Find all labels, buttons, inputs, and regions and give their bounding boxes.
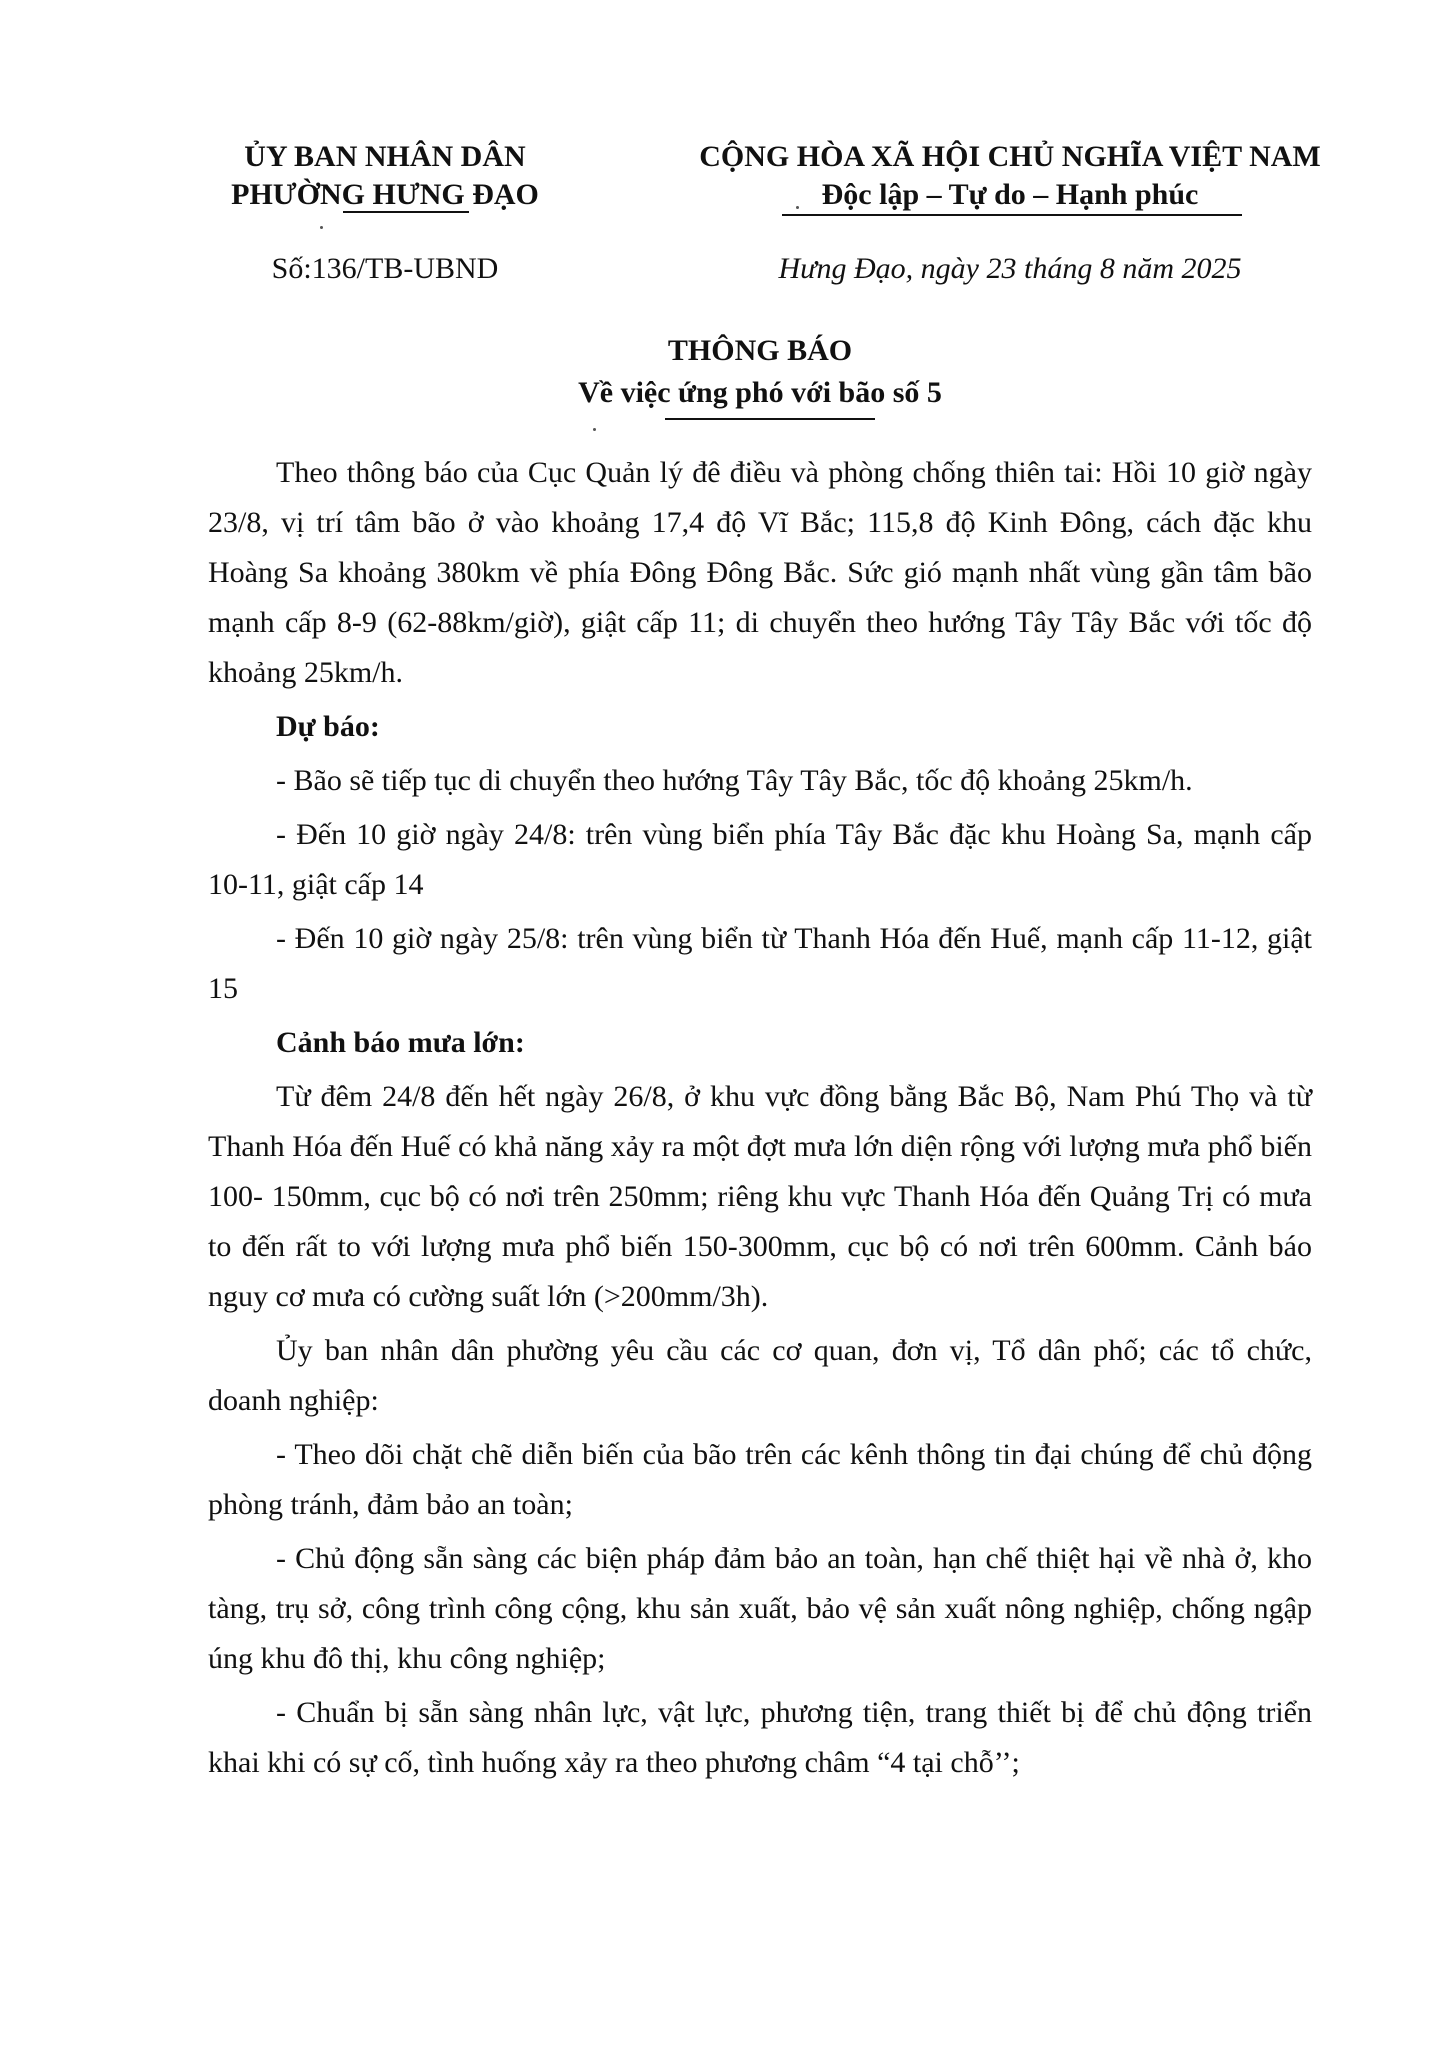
forecast-item: - Bão sẽ tiếp tục di chuyển theo hướng Tây Tây Bắc, tốc độ khoảng 25km/h. (276, 764, 1193, 797)
title-underline (665, 418, 875, 420)
requirement-item: - Theo dõi chặt chẽ diễn biến của bão trên các kênh thông tin đại chúng để chủ động phòng tránh, đảm bảo an toàn; (208, 1438, 1312, 1521)
org-underline (343, 211, 469, 213)
motto-underline (782, 214, 1242, 216)
title-main: THÔNG BÁO (667, 334, 853, 367)
document-title (160, 330, 1360, 414)
org-line-2: PHƯỜNG HƯNG ĐẠO (231, 178, 539, 211)
place-and-date: Hưng Đạo, ngày 23 tháng 8 năm 2025 (778, 252, 1242, 285)
forecast-item: - Đến 10 giờ ngày 25/8: trên vùng biển từ Thanh Hóa đến Huế, mạnh cấp 11-12, giật 15 (208, 922, 1312, 1005)
issuing-organization (200, 138, 570, 214)
requirement-item: - Chủ động sẵn sàng các biện pháp đảm bảo an toàn, hạn chế thiệt hại về nhà ở, kho tàng, trụ sở, công trình công cộng, khu sản xuất, bảo vệ sản xuất nông nghiệp, chống ngập úng khu đô thị, khu công nghiệp; (208, 1542, 1312, 1675)
document-body (208, 448, 1312, 1792)
rain-warning-heading: Cảnh báo mưa lớn: (276, 1026, 525, 1059)
paragraph-storm-status: Theo thông báo của Cục Quản lý đê điều và phòng chống thiên tai: Hồi 10 giờ ngày 23/8, vị trí tâm bão ở vào khoảng 17,4 độ Vĩ Bắc; 115,8 độ Kinh Đông, cách đặc khu Hoàng Sa khoảng 380km về phía Đông Đông Bắc. Sức gió mạnh nhất vùng gần tâm bão mạnh cấp 8-9 (62-88km/giờ), giật cấp 11; di chuyển theo hướng Tây Tây Bắc với tốc độ khoảng 25km/h. (208, 456, 1312, 689)
title-subject: Về việc ứng phó với bão số 5 (578, 376, 942, 409)
document-number: Số:136/TB-UBND (271, 252, 499, 285)
speck-dot (796, 206, 799, 209)
requirement-item: - Chuẩn bị sẵn sàng nhân lực, vật lực, phương tiện, trang thiết bị để chủ động triển khai khi có sự cố, tình huống xảy ra theo phương châm “4 tại chỗ’’; (208, 1696, 1312, 1779)
speck-dot (593, 428, 596, 431)
speck-dot (320, 226, 323, 229)
paragraph-requirements-intro: Ủy ban nhân dân phường yêu cầu các cơ quan, đơn vị, Tổ dân phố; các tổ chức, doanh nghiệp: (208, 1334, 1312, 1417)
nation-line-2: Độc lập – Tự do – Hạnh phúc (821, 178, 1199, 211)
paragraph-rain-warning: Từ đêm 24/8 đến hết ngày 26/8, ở khu vực đồng bằng Bắc Bộ, Nam Phú Thọ và từ Thanh Hóa đến Huế có khả năng xảy ra một đợt mưa lớn diện rộng với lượng mưa phổ biến 100- 150mm, cục bộ có nơi trên 250mm; riêng khu vực Thanh Hóa đến Quảng Trị có mưa to đến rất to với lượng mưa phổ biến 150-300mm, cục bộ có nơi trên 600mm. Cảnh báo nguy cơ mưa có cường suất lớn (>200mm/3h). (208, 1080, 1312, 1313)
national-motto (640, 138, 1380, 214)
forecast-item: - Đến 10 giờ ngày 24/8: trên vùng biển phía Tây Bắc đặc khu Hoàng Sa, mạnh cấp 10-11, giật cấp 14 (208, 818, 1312, 901)
nation-line-1: CỘNG HÒA XÃ HỘI CHỦ NGHĨA VIỆT NAM (699, 140, 1321, 173)
forecast-heading: Dự báo: (276, 710, 380, 743)
org-line-1: ỦY BAN NHÂN DÂN (244, 140, 526, 173)
